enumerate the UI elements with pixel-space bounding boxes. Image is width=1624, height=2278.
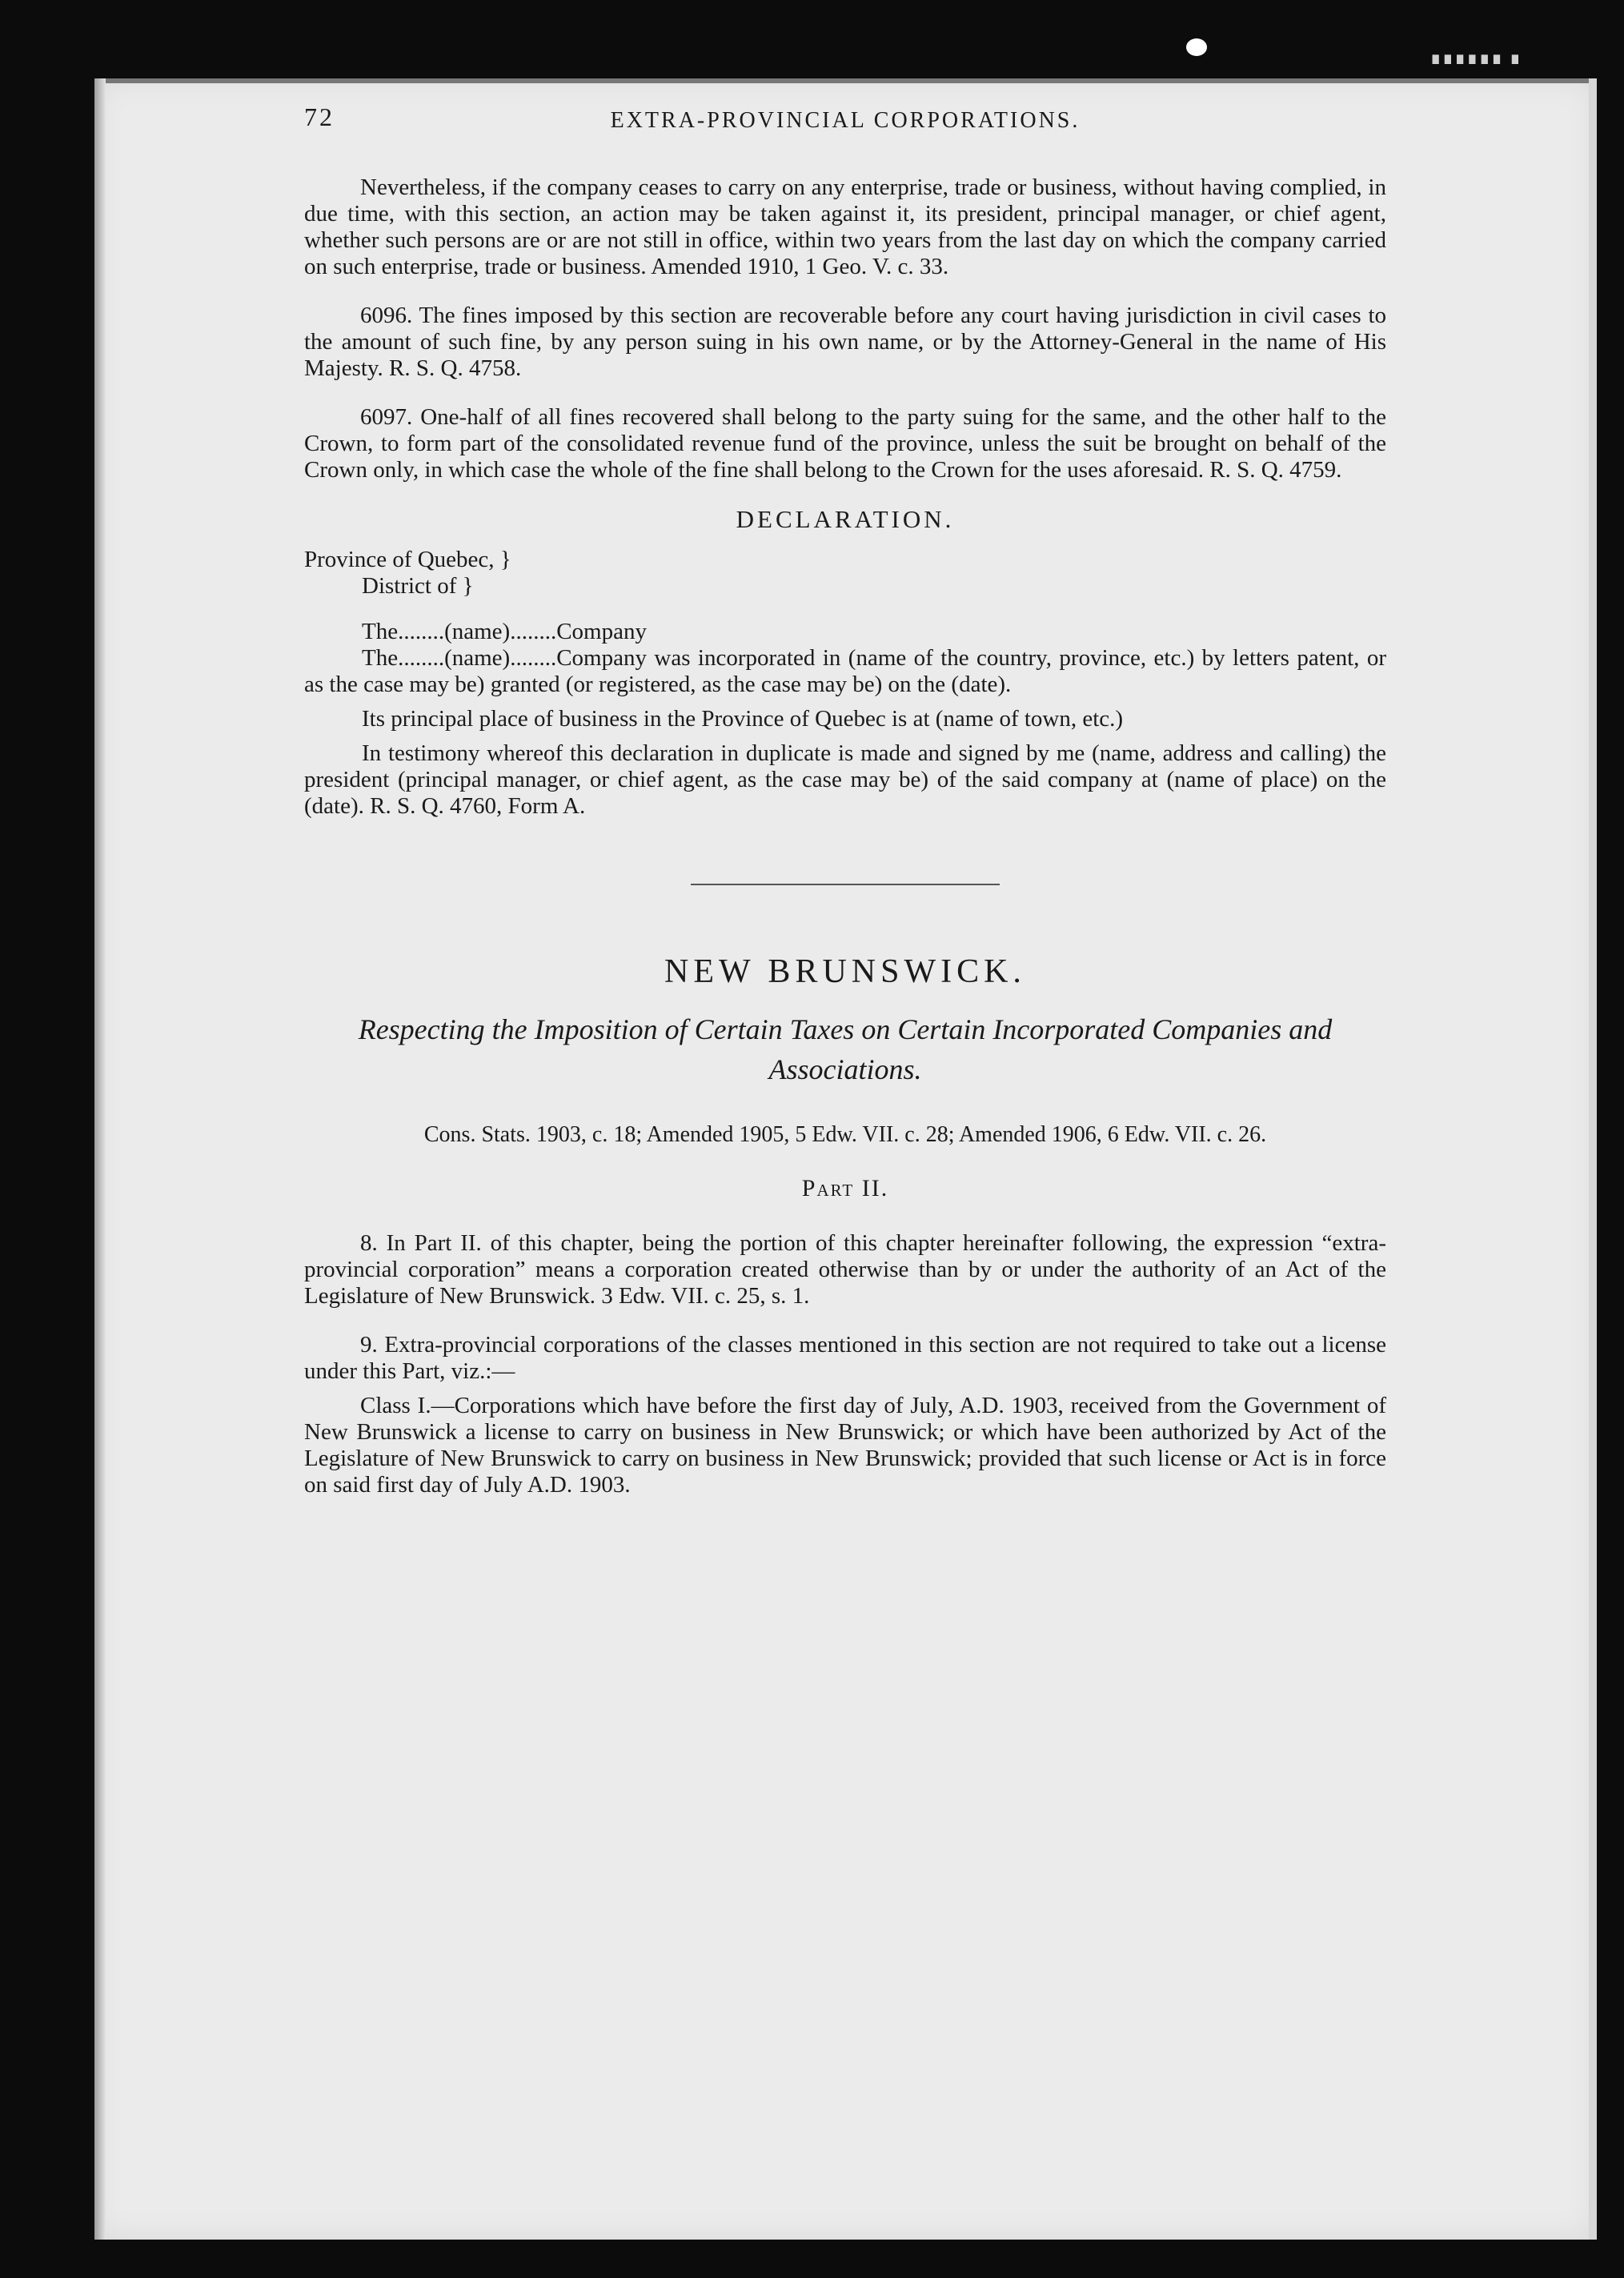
declaration-district-line: District of } <box>362 573 474 599</box>
page-header <box>304 104 1386 144</box>
paragraph-section-9: 9. Extra-provincial corporations of the classes mentioned in this section are not required to take out a license under this Part, viz.:— <box>304 1332 1386 1384</box>
declaration-paragraph-principal-place: Its principal place of business in the Province of Quebec is at (name of town, etc.) <box>362 706 1124 732</box>
running-title: EXTRA-PROVINCIAL CORPORATIONS. <box>610 108 1081 133</box>
declaration-spacer <box>304 600 1386 619</box>
declaration-paragraph-testimony: In testimony whereof this declaration in duplicate is made and signed by me (name, address and calling) the president (principal manager, or chief agent, as the case may be) of the said company at (name of place) on the (date). R. S. Q. 4760, Form A. <box>304 740 1386 819</box>
part-heading: Part II. <box>801 1175 889 1201</box>
section-divider <box>691 884 1000 885</box>
declaration-province-line: Province of Quebec, } <box>304 547 511 572</box>
declaration-company-line: The........(name)........Company <box>362 619 647 644</box>
page-number: 72 <box>304 102 335 131</box>
paragraph-6096: 6096. The fines imposed by this section are recoverable before any court having jurisdiction in civil cases to the amount of such fine, by any person suing in his own name, or by the Attorney-General in the name of His Majesty. R. S. Q. 4758. <box>304 303 1386 381</box>
corner-label: ∎∎∎∎∎∎ ∎ <box>1430 46 1522 69</box>
page-left-edge <box>94 78 106 2240</box>
dust-speck <box>1186 38 1207 56</box>
paragraph-class-one: Class I.—Corporations which have before the first day of July, A.D. 1903, received from the Government of New Brunswick a license to carry on business in New Brunswick; or which have been authorized by Act of the Legislature of New Brunswick to carry on business in New Brunswick; provided that such license or Act is in force on said first day of July A.D. 1903. <box>304 1393 1386 1498</box>
page-content <box>304 104 1386 1521</box>
page-right-edge <box>1589 78 1597 2240</box>
declaration-paragraph-incorporated: The........(name)........Company was incorporated in (name of the country, province, etc.) by letters patent, or as the case may be) granted (or registered, as the case may be) on the (date). <box>304 645 1386 697</box>
page-top-rule <box>94 78 1597 83</box>
paragraph-section-8: 8. In Part II. of this chapter, being the portion of this chapter hereinafter following, the expression “extra-provincial corporation” means a corporation created otherwise than by or under the authority of an Act of the Legislature of New Brunswick. 3 Edw. VII. c. 25, s. 1. <box>304 1230 1386 1309</box>
new-brunswick-subtitle: Respecting the Imposition of Certain Taxes on Certain Incorporated Companies and Associations. <box>358 1013 1333 1085</box>
consolidated-statutes-citation: Cons. Stats. 1903, c. 18; Amended 1905, 5 Edw. VII. c. 28; Amended 1906, 6 Edw. VII. c. 26. <box>423 1122 1267 1147</box>
paragraph-nevertheless: Nevertheless, if the company ceases to carry on any enterprise, trade or business, without having complied, in due time, with this section, an action may be taken against it, its president, principal manager, or chief agent, whether such persons are or are not still in office, within two years from the last day on which the company carried on such enterprise, trade or business. Amended 1910, 1 Geo. V. c. 33. <box>304 174 1386 279</box>
declaration-title: DECLARATION. <box>736 505 955 533</box>
paragraph-6097: 6097. One-half of all fines recovered shall belong to the party suing for the same, and the other half to the Crown, to form part of the consolidated revenue fund of the province, unless the suit be brought on behalf of the Crown only, in which case the whole of the fine shall belong to the Crown for the uses aforesaid. R. S. Q. 4759. <box>304 404 1386 483</box>
new-brunswick-title: NEW BRUNSWICK. <box>664 953 1026 990</box>
